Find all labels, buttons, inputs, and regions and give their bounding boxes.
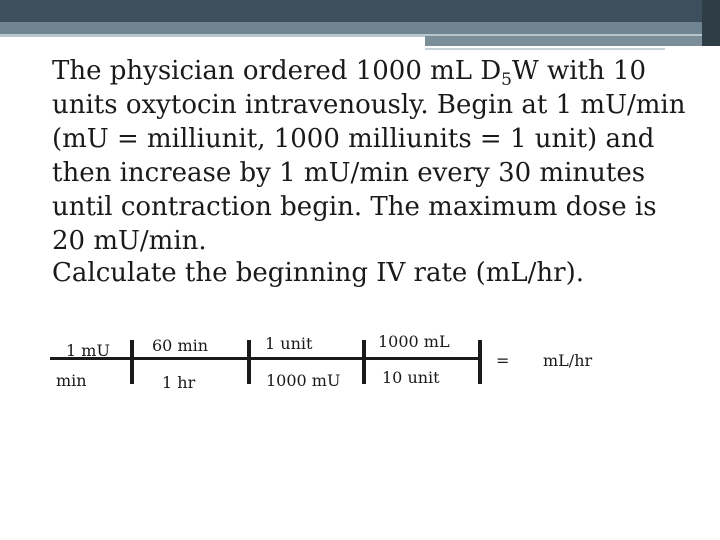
divider-4: [478, 340, 482, 384]
fraction-bar: [50, 357, 482, 360]
divider-1: [130, 340, 134, 384]
header-accent-bar: [425, 36, 705, 46]
fraction-2-denominator: 1 hr: [162, 373, 196, 392]
corner-block: [702, 0, 720, 46]
equals-sign: =: [496, 351, 510, 370]
fraction-2-numerator: 60 min: [152, 336, 209, 355]
header-bar-dark: [0, 0, 720, 22]
fraction-1-denominator: min: [56, 371, 87, 390]
header-bar-mid: [0, 22, 720, 34]
fraction-3-denominator: 1000 mU: [266, 371, 341, 390]
fraction-4-denominator: 10 unit: [382, 368, 440, 387]
divider-2: [247, 340, 251, 384]
fraction-1-numerator: 1 mU: [66, 341, 110, 360]
dimensional-analysis-grid: [0, 320, 720, 400]
divider-3: [362, 340, 366, 384]
problem-part-2: W with 10 units oxytocin intravenously. Begin at 1 mU/min (mU = milliunit, 1000 milliunits = 1 unit) and then increase by 1 mU/min every 30 minutes until contraction begin. The maximum dose is 20 mU/min.: [52, 56, 686, 256]
fraction-3-numerator: 1 unit: [265, 334, 313, 353]
header-thin-bar: [425, 48, 665, 50]
problem-statement: [52, 54, 692, 258]
fraction-4-numerator: 1000 mL: [378, 332, 450, 351]
answer-unit: mL/hr: [543, 351, 593, 370]
problem-subscript: 5: [501, 70, 512, 90]
problem-part-1: The physician ordered 1000 mL D: [52, 56, 502, 86]
question-text: Calculate the beginning IV rate (mL/hr).: [52, 258, 584, 288]
